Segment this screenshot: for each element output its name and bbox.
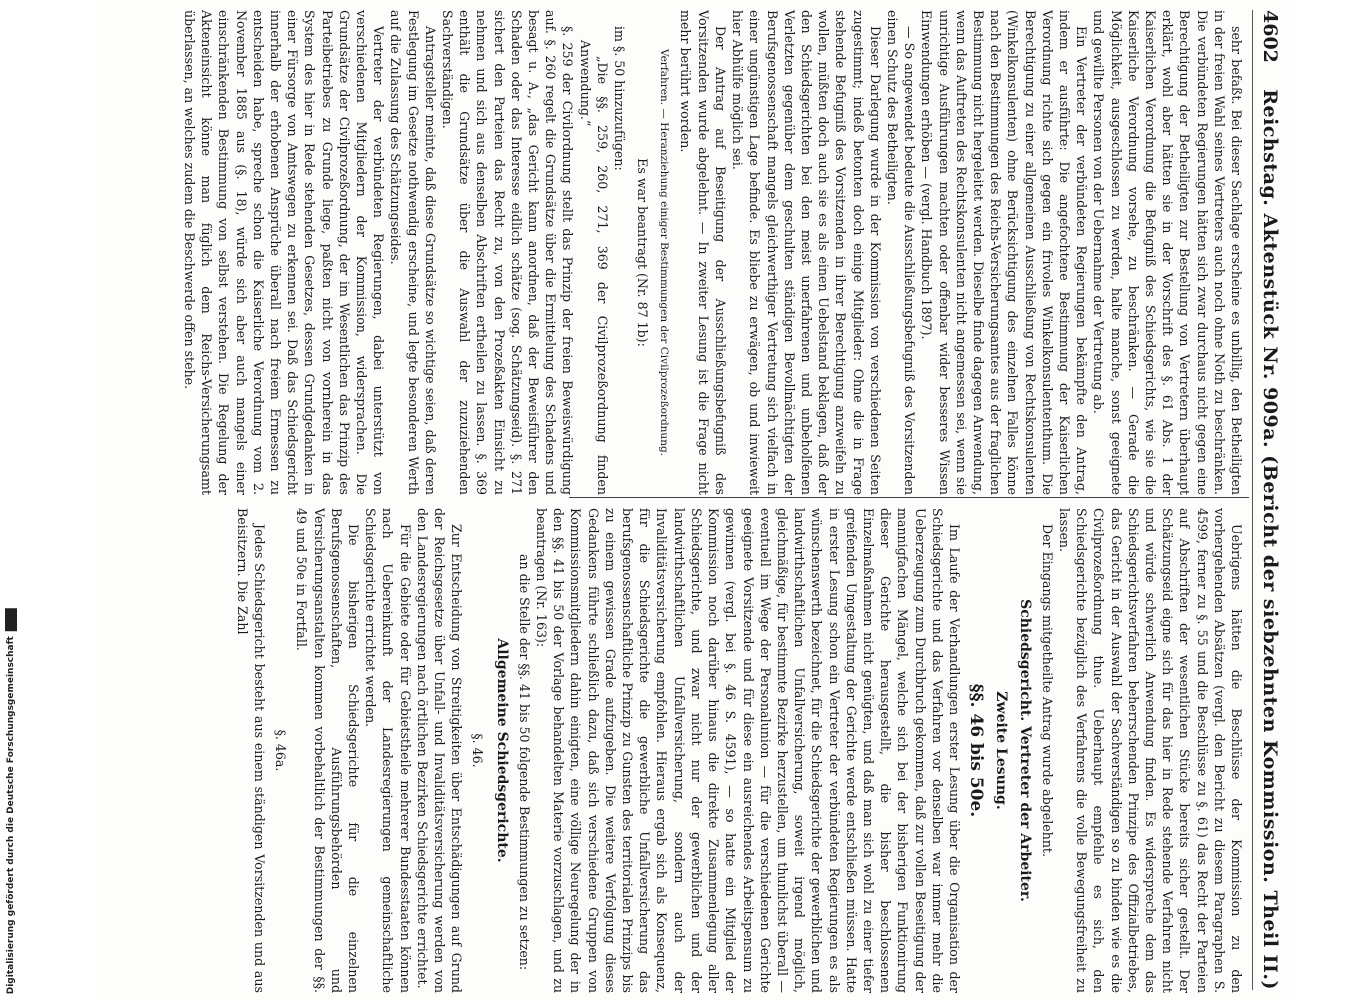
page-title: Reichstag. Aktenstück Nr. 909a. (Bericht der siebzehnten Kommission. Theil II.) <box>1259 89 1281 990</box>
digitization-credit <box>4 604 18 994</box>
page-number: 4602 <box>1259 10 1281 63</box>
credit-text: Digitalisierung gefördert durch die Deutsche Forschungsgemeinschaft <box>6 635 16 994</box>
paragraph: an die Stelle der §§. 41 bis 50 folgende Bestimmungen zu setzen: <box>516 554 532 971</box>
paragraph: Die bisherigen Schiedsgerichte für die einzelnen Berufsgenossenschaften, Ausführungsbehörden und Versicherungsanstalten kommen vorbehaltlich der Bestimmungen der §§. 49 und 50e in Fortfall. <box>294 508 362 993</box>
reading-heading: Zweite Lesung. <box>993 691 1010 810</box>
motion-quote: „Die §§. 259, 260, 271, 369 der Civilprozeßordnung finden Anwendung.“ <box>577 40 610 495</box>
paragraph: Uebrigens hätten die Beschlüsse der Kommission zu den vorhergehenden Absätzen (vergl. den Bericht zu diesem Paragraphen S. 4599, ferner zu §. 55 und die Beschlüsse zu §. 61) das Recht der Parteien auf Abschriften der wesentlichen Stücke bereits sicher gestellt. Der Schätzungseid eigne sich für das hier in Rede stehende Verfahren nicht und würde schwerlich Anwendung finden. Es widerspreche dem das Schiedsgerichtsverfahren beherrschenden Prinzipe des Offizialbetriebes, das Gericht in der Auswahl der Sachverständigen so zu binden wie es die Civilprozeßordnung thue. Ueberhaupt empfehle es sich, den Schiedsgerichte bezüglich des Verfahrens die volle Bewegungsfreiheit zu lassen. <box>1056 508 1244 993</box>
paragraph: §. 259 der Civilordnung stellt das Prinzip der freien Beweiswürdigung auf. §. 260 regelt die Grundsätze über die Ermittelung des Schadens und besagt u. A., „das Gericht kann anordnen, daß der Beweisführer den Schaden oder das Interesse eidlich schätze (sog. Schätzungseid). §. 271 sichert den Parteien das Recht zu, von den Prozeßakten Einsicht zu nehmen und sich aus denselben Abschriften ertheilen zu lassen. §. 369 enthält die Grundsätze über die Auswahl der zuzuziehenden Sachverständigen. <box>440 10 576 495</box>
paragraph: Der Eingangs mitgetheilte Antrag wurde abgelehnt. <box>1039 524 1055 857</box>
paragraph: Antragsteller meinte, daß diese Grundsätze so wichtige seien, daß deren Festlegung im Gesetze nothwendig erscheine, und legte besonderen Werth auf die Zulassung des Schätzungseides. <box>388 10 438 495</box>
motion-intro: Es war beantragt (Nr. 87 1b): <box>635 158 651 347</box>
motion-ref: im §. 50 hinzuzufügen: <box>612 26 628 171</box>
paragraph: sehr befaßt. Bei dieser Sachlage erscheine es unbillig, den Betheiligten in der freien Wahl seines Vertreters auch noch ohne Noth zu beschränken. Die verbündeten Regierungen hätten sich zwar durchaus nicht gegen eine Berechtigung der Betheiligten zur Bestellung von Vertretern überhaupt erklärt, wohl aber hätten sie in der Vorschrift des §. 61 Abs. 1 der Kaiserlichen Verordnung die Befugniß des Schiedsgerichts, wie sie die Kaiserliche Verordnung vorsehe, zu beschränken. — Gerade die Möglichkeit, ausgeschlossen zu werden, halte manche, sonst geeignete und gewillte Personen von der Uebernahme der Vertretung ab. <box>1091 10 1244 495</box>
section-number: §. 46. <box>470 733 486 768</box>
paragraph: Für die Gebiete oder für Gebietstheile mehrerer Bundesstaaten können nach Uebereinkunft der Landesregierungen gemeinschaftliche Schiedsgerichte errichtet werden. <box>363 508 413 993</box>
small-heading: Verfahren. — Heranziehung einiger Bestimmungen der Civilprozeßordnung. <box>658 48 671 457</box>
page-header <box>1252 10 1287 990</box>
paragraph: Jedes Schiedsgericht besteht aus einem ständigen Vorsitzenden und aus Beisitzern. Die Zahl <box>234 508 268 993</box>
dfg-logo: DFG <box>6 608 16 630</box>
paragraph: Im Laufe der Verhandlungen erster Lesung über die Organisation der Schiedsgerichte und das Verfahren vor denselben war immer mehr die Ueberzeugung zum Durchbruch gekommen, daß zur vollen Beseitigung der mannigfachen Mängel, welche sich bei der bisherigen Funktionirung dieser Gerichte herausgestellt, die bisher beschlossenen Einzelmaßnahmen nicht genügten, und daß man sich wohl zu einer tiefer greifenden Umgestaltung der Gerichte werde entschließen müssen. Hatte in erster Lesung schon ein Vertreter der verbündeten Regierungen es als wünschenswerth bezeichnet, für die Schiedsgerichte der gewerblichen und landwirthschaftlichen Unfallversicherung, soweit irgend möglich, gleichmäßige, für bestimmte Bezirke herzustellen, um thunlichst überall — eventuell im Wege der Personalunion — für die verschiedenen Gerichte geeignete Vorsitzende und für diese ein ausreichendes Arbeitspensum zu gewinnen (vergl. bei §. 46 S. 4591), — so hatte ein Mitglied der Kommission noch darüber hinaus die direkte Zusammenlegung aller Schiedsgerichte, und zwar nicht nur der gewerblichen und der landwirthschaftlichen Unfallversicherung, sondern auch der Invaliditätsversicherung empfohlen. Hieraus ergab sich als Konsequenz, für die Schiedsgerichte die gewerbliche Unfallversicherung das berufsgenossenschaftliche Prinzip zu Gunsten des territorialen Prinzips bis zu einem gewissen Grade aufzugeben. Die weitere Verfolgung dieses Gedankens führte schließlich dazu, daß sich verschiedene Gruppen von Kommissionsmitgliedern dahin einigten, eine völlige Neuregelung der in den §§. 41 bis 50 der Vorlage behandelten Materie vorzuschlagen, und zu beantragen (Nr. 163): <box>534 508 962 993</box>
page-scan <box>95 0 1295 1000</box>
right-column <box>105 508 1245 993</box>
paragraph-heading: §§. 46 bis 50e. <box>966 683 987 818</box>
paragraph: Der Antrag auf Beseitigung der Ausschließungsbefugniß des Vorsitzenden wurde abgelehnt. — In zweiter Lesung ist die Frage nicht mehr berührt worden. <box>678 10 728 495</box>
paragraph: — So angewendet bedeute die Ausschließungsbefugniß des Vorsitzenden einen Schutz des Betheiligten. <box>884 10 918 495</box>
rotated-page <box>95 0 1295 1000</box>
paragraph: Dieser Darlegung wurde in der Kommission von verschiedenen Seiten zugestimmt; indeß betonten doch einige Mitglieder: Ohne die in Frage stehende Befugniß des Vorsitzenden in ihrer Berechtigung anzweifeln zu wollen, müßten doch auch sie es als einen Uebelstand beklagen, daß der den Schiedsgerichten bei den meist unerfahrenen und unbeholfenen Verletzten gegenüber dem geschulten ständigen Bevollmächtigten der Berufsgenossenschaft mangels gleichwerthiger Vertretung sich vielfach in einer ungünstigen Lage befinde. Es bliebe zu erwägen, ob und inwieweit hier Abhülfe möglich sei. <box>730 10 883 495</box>
left-column <box>105 10 1245 495</box>
column-divider <box>569 497 1249 498</box>
paragraph: Zur Entscheidung von Streitigkeiten über Entschädigungen auf Grund der Reichsgesetze über Unfall- und Invaliditätsversicherung werden von den Landesregierungen nach örtlichen Bezirken Schiedsgerichte errichtet. <box>414 508 465 993</box>
paragraph: Ein Vertreter der verbündeten Regierungen bekämpfte den Antrag, indem er ausführte: Die angefochtene Bestimmung der Kaiserlichen Verordnung richte sich gegen ein frivoles Winkelkonsulententhum. Die Berechtigung zu einer allgemeinen Ausschließung von Rechtskonsulenten (Winkelkonsulenten) ohne Berücksichtigung des einzelnen Falles könne nach den Bestimmungen des Reichs-Versicherungsamtes aus der fraglichen Bestimmung nicht hergeleitet werden. Dieselbe finde dagegen Anwendung, wenn das Auftreten des Rechtskonsulenten nicht angemessen sei, wenn sie unrichtige Ausführungen machten oder offenbar wider besseres Wissen Einwendungen erhöben — (vergl. Handbuch 1897). <box>919 10 1090 495</box>
section-title: Schiedsgericht. Vertreter der Arbeiter. <box>1016 599 1033 902</box>
paragraph: Vertreter der verbündeten Regierungen, dabei unterstützt von verschiedenen Mitgliedern der Kommission, widersprachen. Die Grundsätze der Civilprozeßordnung, der im Wesentlichen das Prinzip des Parteibetriebes zu Grunde liege, paßten nicht von vornherein in das System des hier in Rede stehenden Gesetzes, dessen Grundgedanken in einer Fürsorge von Amtswegen zu erkennen sei. Daß das Schiedsgericht innerhalb der erhobenen Ansprüche überall nach freiem Ermessen zu entscheiden habe, spreche schon die Kaiserliche Verordnung vom 2. November 1885 aus (§. 18), würde sich aber auch mangels einer einschränkenden Bestimmung von selbst verstehen. Die Regelung der Akteneinsicht könne man füglich dem Reichs-Versicherungsamt überlassen, an welches zudem die Beschwerde offen stehe. <box>182 10 387 495</box>
section-number: §. 46a. <box>273 729 289 772</box>
subheading: Allgemeine Schiedsgerichte. <box>493 638 510 863</box>
